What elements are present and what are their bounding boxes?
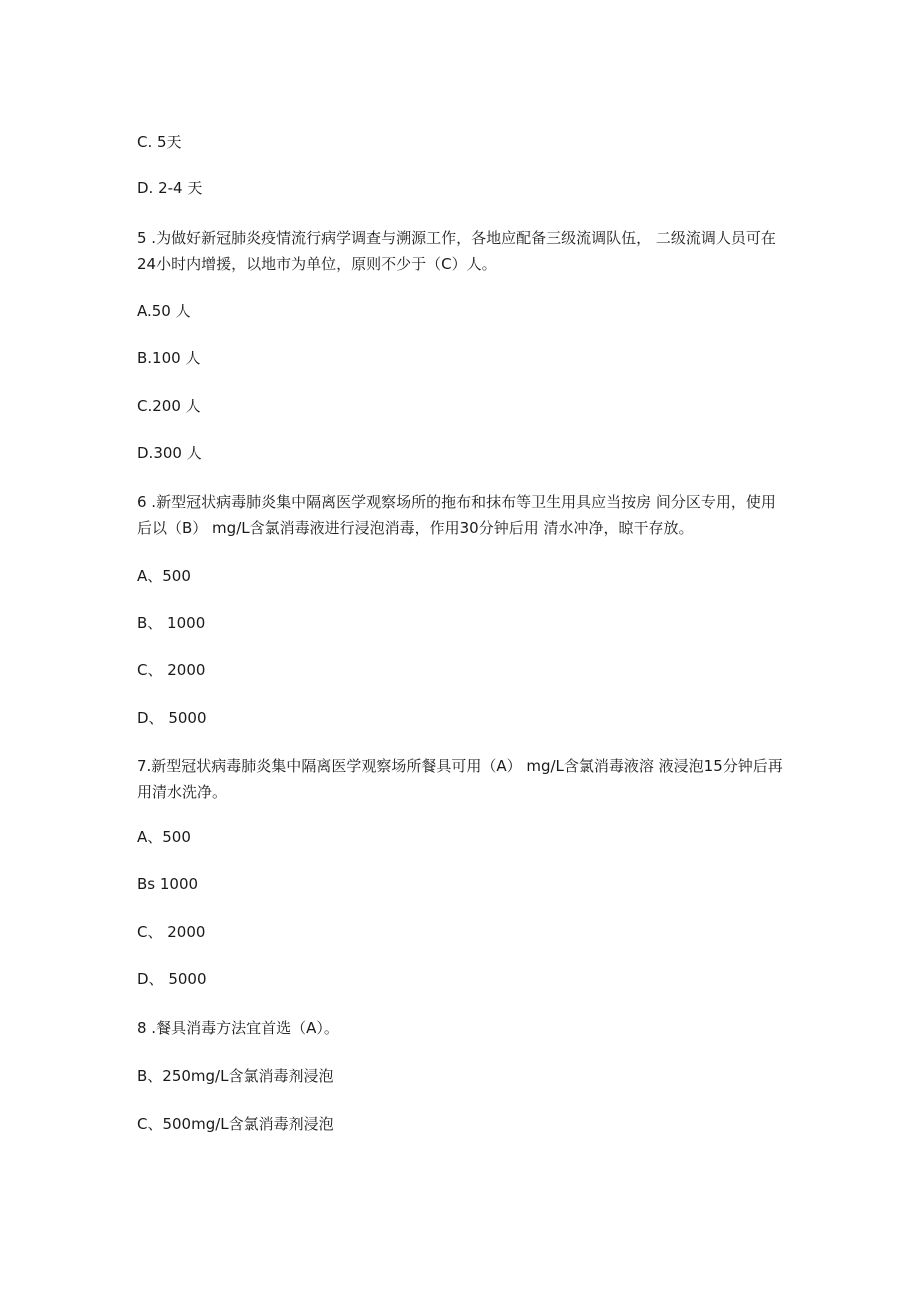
option-d-q4: D. 2-4 天 — [137, 179, 203, 197]
option-c-q6: C、 2000 — [137, 661, 206, 679]
option-b-q8: B、250mg/L含氯消毒剂浸泡 — [137, 1067, 334, 1085]
option-c-q7: C、 2000 — [137, 923, 206, 941]
question-6: 6 .新型冠状病毒肺炎集中隔离医学观察场所的拖布和抹布等卫生用具应当按房 间分区专用，使用后以（B） mg/L含氯消毒液进行浸泡消毒，作用30分钟后用 清水冲净，晾干存放。 — [137, 493, 776, 537]
option-a-q6: A、500 — [137, 567, 191, 585]
option-b-q7: Bs 1000 — [137, 875, 199, 893]
option-d-q5: D.300 人 — [137, 444, 202, 462]
question-8: 8 .餐具消毒方法宜首选（A）。 — [137, 1019, 339, 1037]
option-b-q6: B、 1000 — [137, 614, 206, 632]
option-a-q7: A、500 — [137, 828, 191, 846]
option-d-q6: D、 5000 — [137, 709, 207, 727]
option-c-q5: C.200 人 — [137, 397, 201, 415]
option-a-q5: A.50 人 — [137, 302, 191, 320]
question-7: 7.新型冠状病毒肺炎集中隔离医学观察场所餐具可用（A） mg/L含氯消毒液溶 液浸泡15分钟后再用清水洗净。 — [137, 757, 783, 801]
option-b-q5: B.100 人 — [137, 349, 201, 367]
option-c-q4: C. 5天 — [137, 133, 182, 151]
option-c-q8: C、500mg/L含氯消毒剂浸泡 — [137, 1115, 334, 1133]
option-d-q7: D、 5000 — [137, 970, 207, 988]
question-5: 5 .为做好新冠肺炎疫情流行病学调查与溯源工作，各地应配备三级流调队伍， 二级流调人员可在24小时内增援，以地市为单位，原则不少于（C）人。 — [137, 229, 776, 273]
